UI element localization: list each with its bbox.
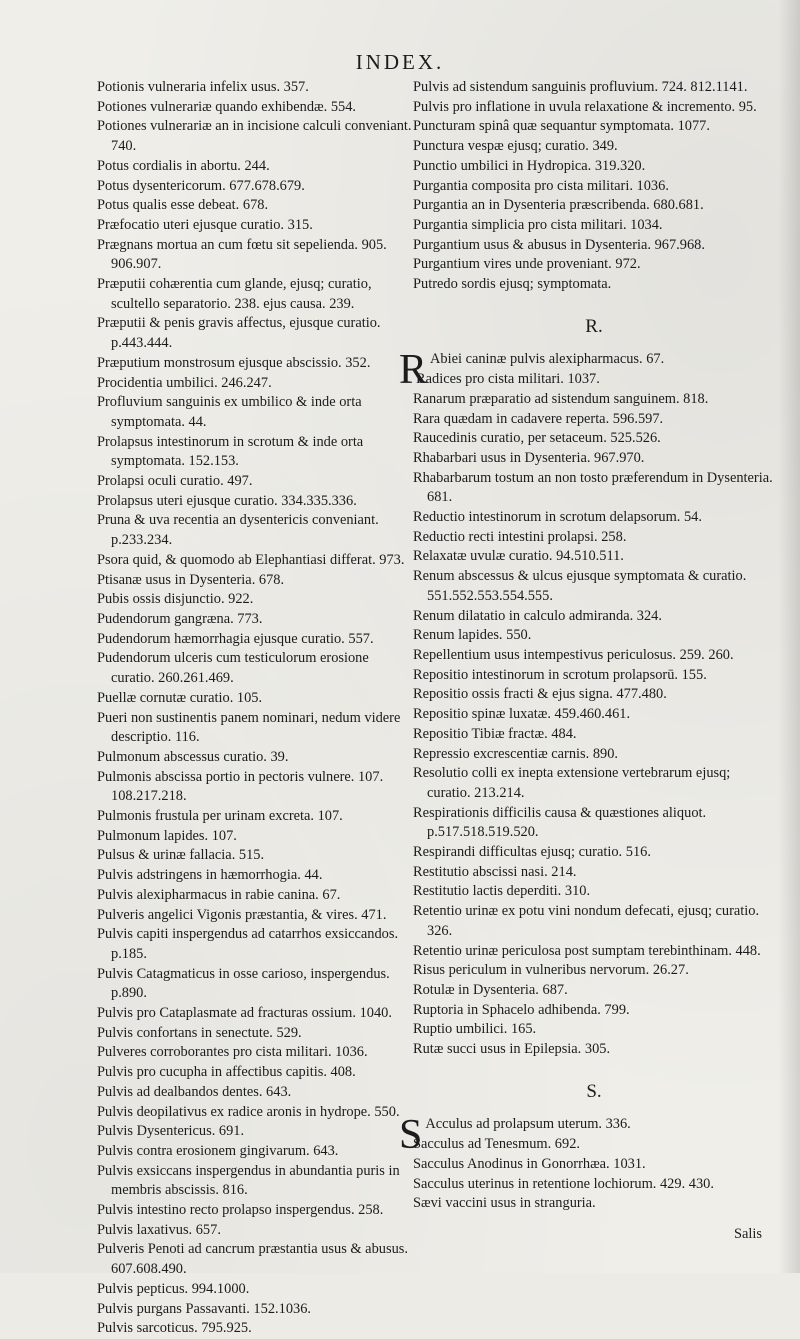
index-entry: Risus periculum in vulneribus nervorum. 26.27. xyxy=(413,962,689,979)
index-entry: Puncturam spinâ quæ sequantur symptomata. 1077. xyxy=(413,118,710,135)
index-entry: Repositio intestinorum in scrotum prolapsorū. 155. xyxy=(413,666,707,683)
index-entry: Rotulæ in Dysenteria. 687. xyxy=(413,981,568,998)
index-entry: Pulmonis abscissa portio in pectoris vulnere. 107. 108.217.218. xyxy=(97,768,384,805)
index-entry: Punctura vespæ ejusq; curatio. 349. xyxy=(413,138,618,155)
index-entry: Renum lapides. 550. xyxy=(413,627,532,644)
index-entry: Sacculus uterinus in retentione lochiorum. 429. 430. xyxy=(413,1175,714,1192)
right-column xyxy=(399,78,775,1214)
index-entry: Rhabarbarum tostum an non tosto præferendum in Dysenteria. 681. xyxy=(413,469,773,506)
index-entry: Prolapsus intestinorum in scrotum & inde orta symptomata. 152.153. xyxy=(97,433,364,470)
index-entry: Pulvis intestino recto prolapso inspergendus. 258. xyxy=(97,1202,384,1219)
index-entry: Profluvium sanguinis ex umbilico & inde orta symptomata. 44. xyxy=(97,394,362,430)
index-entry: Pulvis capiti inspergendus ad catarrhos exsiccandos. p.185. xyxy=(97,926,399,962)
index-entry: Sævi vaccini usus in stranguria. xyxy=(413,1195,596,1212)
index-entry: Rhabarbari usus in Dysenteria. 967.970. xyxy=(413,449,645,466)
index-entry: Purgantium vires unde proveniant. 972. xyxy=(413,256,641,273)
catchword: Salis xyxy=(734,1226,762,1242)
index-entry: Pulvis laxativus. 657. xyxy=(97,1221,221,1238)
left-column xyxy=(97,78,415,1339)
index-entry: Pulmonum abscessus curatio. 39. xyxy=(97,748,289,765)
index-entry: Pulvis ad dealbandos dentes. 643. xyxy=(97,1083,292,1100)
right-column-s-entries xyxy=(413,1135,775,1214)
index-entry: Potiones vulnerariæ quando exhibendæ. 554. xyxy=(97,98,356,115)
index-entry: Potus dysentericorum. 677.678.679. xyxy=(97,177,305,194)
index-entry: Resolutio colli ex inepta extensione vertebrarum ejusq; curatio. 213.214. xyxy=(413,765,731,801)
index-entry: Pulmonis frustula per urinam excreta. 107. xyxy=(97,808,343,825)
section-heading-r: R. xyxy=(585,315,603,337)
index-entry: Puellæ cornutæ curatio. 105. xyxy=(97,689,263,706)
index-entry: Pulvis contra erosionem gingivarum. 643. xyxy=(97,1142,339,1159)
index-entry: Respirationis difficilis causa & quæstiones aliquot. p.517.518.519.520. xyxy=(413,804,707,841)
right-column-p-entries xyxy=(413,78,775,295)
index-entry: Pulvis pro inflatione in uvula relaxatione & incremento. 95. xyxy=(413,98,757,115)
index-entry: Pulvis adstringens in hæmorrhogia. 44. xyxy=(97,867,323,884)
index-entry: Respirandi difficultas ejusq; curatio. 516. xyxy=(413,844,651,861)
index-entry: Psora quid, & quomodo ab Elephantiasi differat. 973. xyxy=(97,551,405,568)
index-entry: Pulvis Catagmaticus in osse carioso, inspergendus. p.890. xyxy=(97,965,390,1002)
index-entry: Præputii & penis gravis affectus, ejusque curatio. p.443.444. xyxy=(97,315,381,352)
index-entry: Pulvis alexipharmacus in rabie canina. 67. xyxy=(97,886,341,903)
index-entry: Repositio spinæ luxatæ. 459.460.461. xyxy=(413,706,631,723)
section-heading-s: S. xyxy=(586,1080,602,1102)
index-entry: Ruptoria in Sphacelo adhibenda. 799. xyxy=(413,1001,630,1018)
index-entry: Retentio urinæ periculosa post sumptam terebinthinam. 448. xyxy=(413,942,761,959)
page-title: INDEX. xyxy=(355,50,445,74)
index-entry: Rutæ succi usus in Epilepsia. 305. xyxy=(413,1041,611,1058)
index-entry: Relaxatæ uvulæ curatio. 94.510.511. xyxy=(413,548,624,565)
index-entry: Pulveris angelici Vigonis præstantia, & vires. 471. xyxy=(97,906,387,923)
index-entry: Raucedinis curatio, per setaceum. 525.526. xyxy=(413,430,661,447)
index-entry: Retentio urinæ ex potu vini nondum defecati, ejusq; curatio. 326. xyxy=(413,903,760,939)
index-entry: Purgantium usus & abusus in Dysenteria. 967.968. xyxy=(413,236,705,253)
index-entry: Purgantia composita pro cista militari. 1036. xyxy=(413,177,669,194)
index-entry: Pulvis pro cucupha in affectibus capitis. 408. xyxy=(97,1064,356,1081)
dropcap-r: R xyxy=(399,347,428,394)
index-entry: Sacculus ad Tenesmum. 692. xyxy=(413,1136,580,1153)
index-entry: Pulvis ad sistendum sanguinis profluvium. 724. 812.1141. xyxy=(413,79,748,95)
index-entry: Pulvis sarcoticus. 795.925. xyxy=(97,1320,252,1337)
index-entry: Præputii cohærentia cum glande, ejusq; curatio, scultello separatorio. 238. ejus causa. 239. xyxy=(97,276,372,312)
index-entry: Punctio umbilici in Hydropica. 319.320. xyxy=(413,157,646,174)
index-entry: Purgantia an in Dysenteria præscribenda. 680.681. xyxy=(413,197,704,214)
index-entry: Pulveres corroborantes pro cista militari. 1036. xyxy=(97,1044,368,1061)
index-entry: Ptisanæ usus in Dysenteria. 678. xyxy=(97,571,285,588)
index-entry: Præputium monstrosum ejusque abscissio. 352. xyxy=(97,354,371,371)
index-entry: Præfocatio uteri ejusque curatio. 315. xyxy=(97,216,313,233)
index-entry: Pulvis pepticus. 994.1000. xyxy=(97,1280,250,1297)
index-entry: Pueri non sustinentis panem nominari, nedum videre descriptio. 116. xyxy=(97,709,401,746)
index-entry: Restitutio lactis deperditi. 310. xyxy=(413,883,591,900)
index-entry: Pubis ossis disjunctio. 922. xyxy=(97,591,254,608)
index-entry: Pulvis purgans Passavanti. 152.1036. xyxy=(97,1300,311,1317)
index-entry: Reductio intestinorum in scrotum delapsorum. 54. xyxy=(413,509,702,526)
index-entry: Reductio recti intestini prolapsi. 258. xyxy=(413,528,627,545)
index-entry: Pulsus & urinæ fallacia. 515. xyxy=(97,847,265,864)
page-edge-shadow xyxy=(778,0,800,1273)
index-entry: Pruna & uva recentia an dysentericis conveniant. p.233.234. xyxy=(97,512,379,549)
index-entry: Pudendorum hæmorrhagia ejusque curatio. 557. xyxy=(97,630,374,647)
index-entry: Putredo sordis ejusq; symptomata. xyxy=(413,276,612,293)
index-entry: Pudendorum gangræna. 773. xyxy=(97,610,263,627)
index-entry: Pulvis pro Cataplasmate ad fracturas ossium. 1040. xyxy=(97,1005,392,1022)
dropcap-s: S xyxy=(399,1112,423,1159)
index-entry: Ruptio umbilici. 165. xyxy=(413,1021,537,1038)
index-entry: Prægnans mortua an cum fœtu sit sepelienda. 905. 906.907. xyxy=(97,236,387,273)
index-entry: Sacculus Anodinus in Gonorrhæa. 1031. xyxy=(413,1155,646,1172)
index-entry-text: Acculus ad prolapsum uterum. 336. xyxy=(425,1116,631,1133)
index-entry: Procidentia umbilici. 246.247. xyxy=(97,374,272,391)
index-entry: Pulvis deopilativus ex radice aronis in hydrope. 550. xyxy=(97,1103,400,1120)
index-entry: Potiones vulnerariæ an in incisione calculi conveniant. 740. xyxy=(97,118,412,155)
index-entry: Pulvis confortans in senectute. 529. xyxy=(97,1024,302,1041)
index-entry: Potionis vulneraria infelix usus. 357. xyxy=(97,79,309,95)
index-entry: Purgantia simplicia pro cista militari. 1034. xyxy=(413,216,663,233)
index-entry: Potus qualis esse debeat. 678. xyxy=(97,197,269,214)
index-entry: Radices pro cista militari. 1037. xyxy=(416,371,600,388)
index-entry: Renum abscessus & ulcus ejusque symptomata & curatio. 551.552.553.554.555. xyxy=(413,568,747,604)
index-entry: Restitutio abscissi nasi. 214. xyxy=(413,863,577,880)
index-entry: Ranarum præparatio ad sistendum sanguinem. 818. xyxy=(413,390,709,407)
index-entry: Potus cordialis in abortu. 244. xyxy=(97,157,270,174)
index-entry: Renum dilatatio in calculo admiranda. 324. xyxy=(413,607,662,624)
index-entry: Pulmonum lapides. 107. xyxy=(97,827,237,844)
index-entry: Prolapsus uteri ejusque curatio. 334.335.336. xyxy=(97,492,357,509)
index-entry: Repositio ossis fracti & ejus signa. 477.480. xyxy=(413,686,667,703)
index-entry: Pulvis exsiccans inspergendus in abundantia puris in membris abscissis. 816. xyxy=(97,1162,400,1199)
index-entry-text: Abiei caninæ pulvis alexipharmacus. 67. xyxy=(430,351,665,368)
index-entry: Repositio Tibiæ fractæ. 484. xyxy=(413,725,577,742)
index-entry: Pulveris Penoti ad cancrum præstantia usus & abusus. 607.608.490. xyxy=(97,1241,408,1278)
index-entry: Repressio excrescentiæ carnis. 890. xyxy=(413,745,619,762)
index-entry: Prolapsi oculi curatio. 497. xyxy=(97,473,253,490)
index-entry: Pudendorum ulceris cum testiculorum erosione curatio. 260.261.469. xyxy=(97,650,369,687)
index-entry: Rara quædam in cadavere reperta. 596.597. xyxy=(413,410,664,427)
index-entry: Repellentium usus intempestivus periculosus. 259. 260. xyxy=(413,646,734,663)
right-column-r-entries xyxy=(413,370,775,1060)
index-entry: Pulvis Dysentericus. 691. xyxy=(97,1123,245,1140)
